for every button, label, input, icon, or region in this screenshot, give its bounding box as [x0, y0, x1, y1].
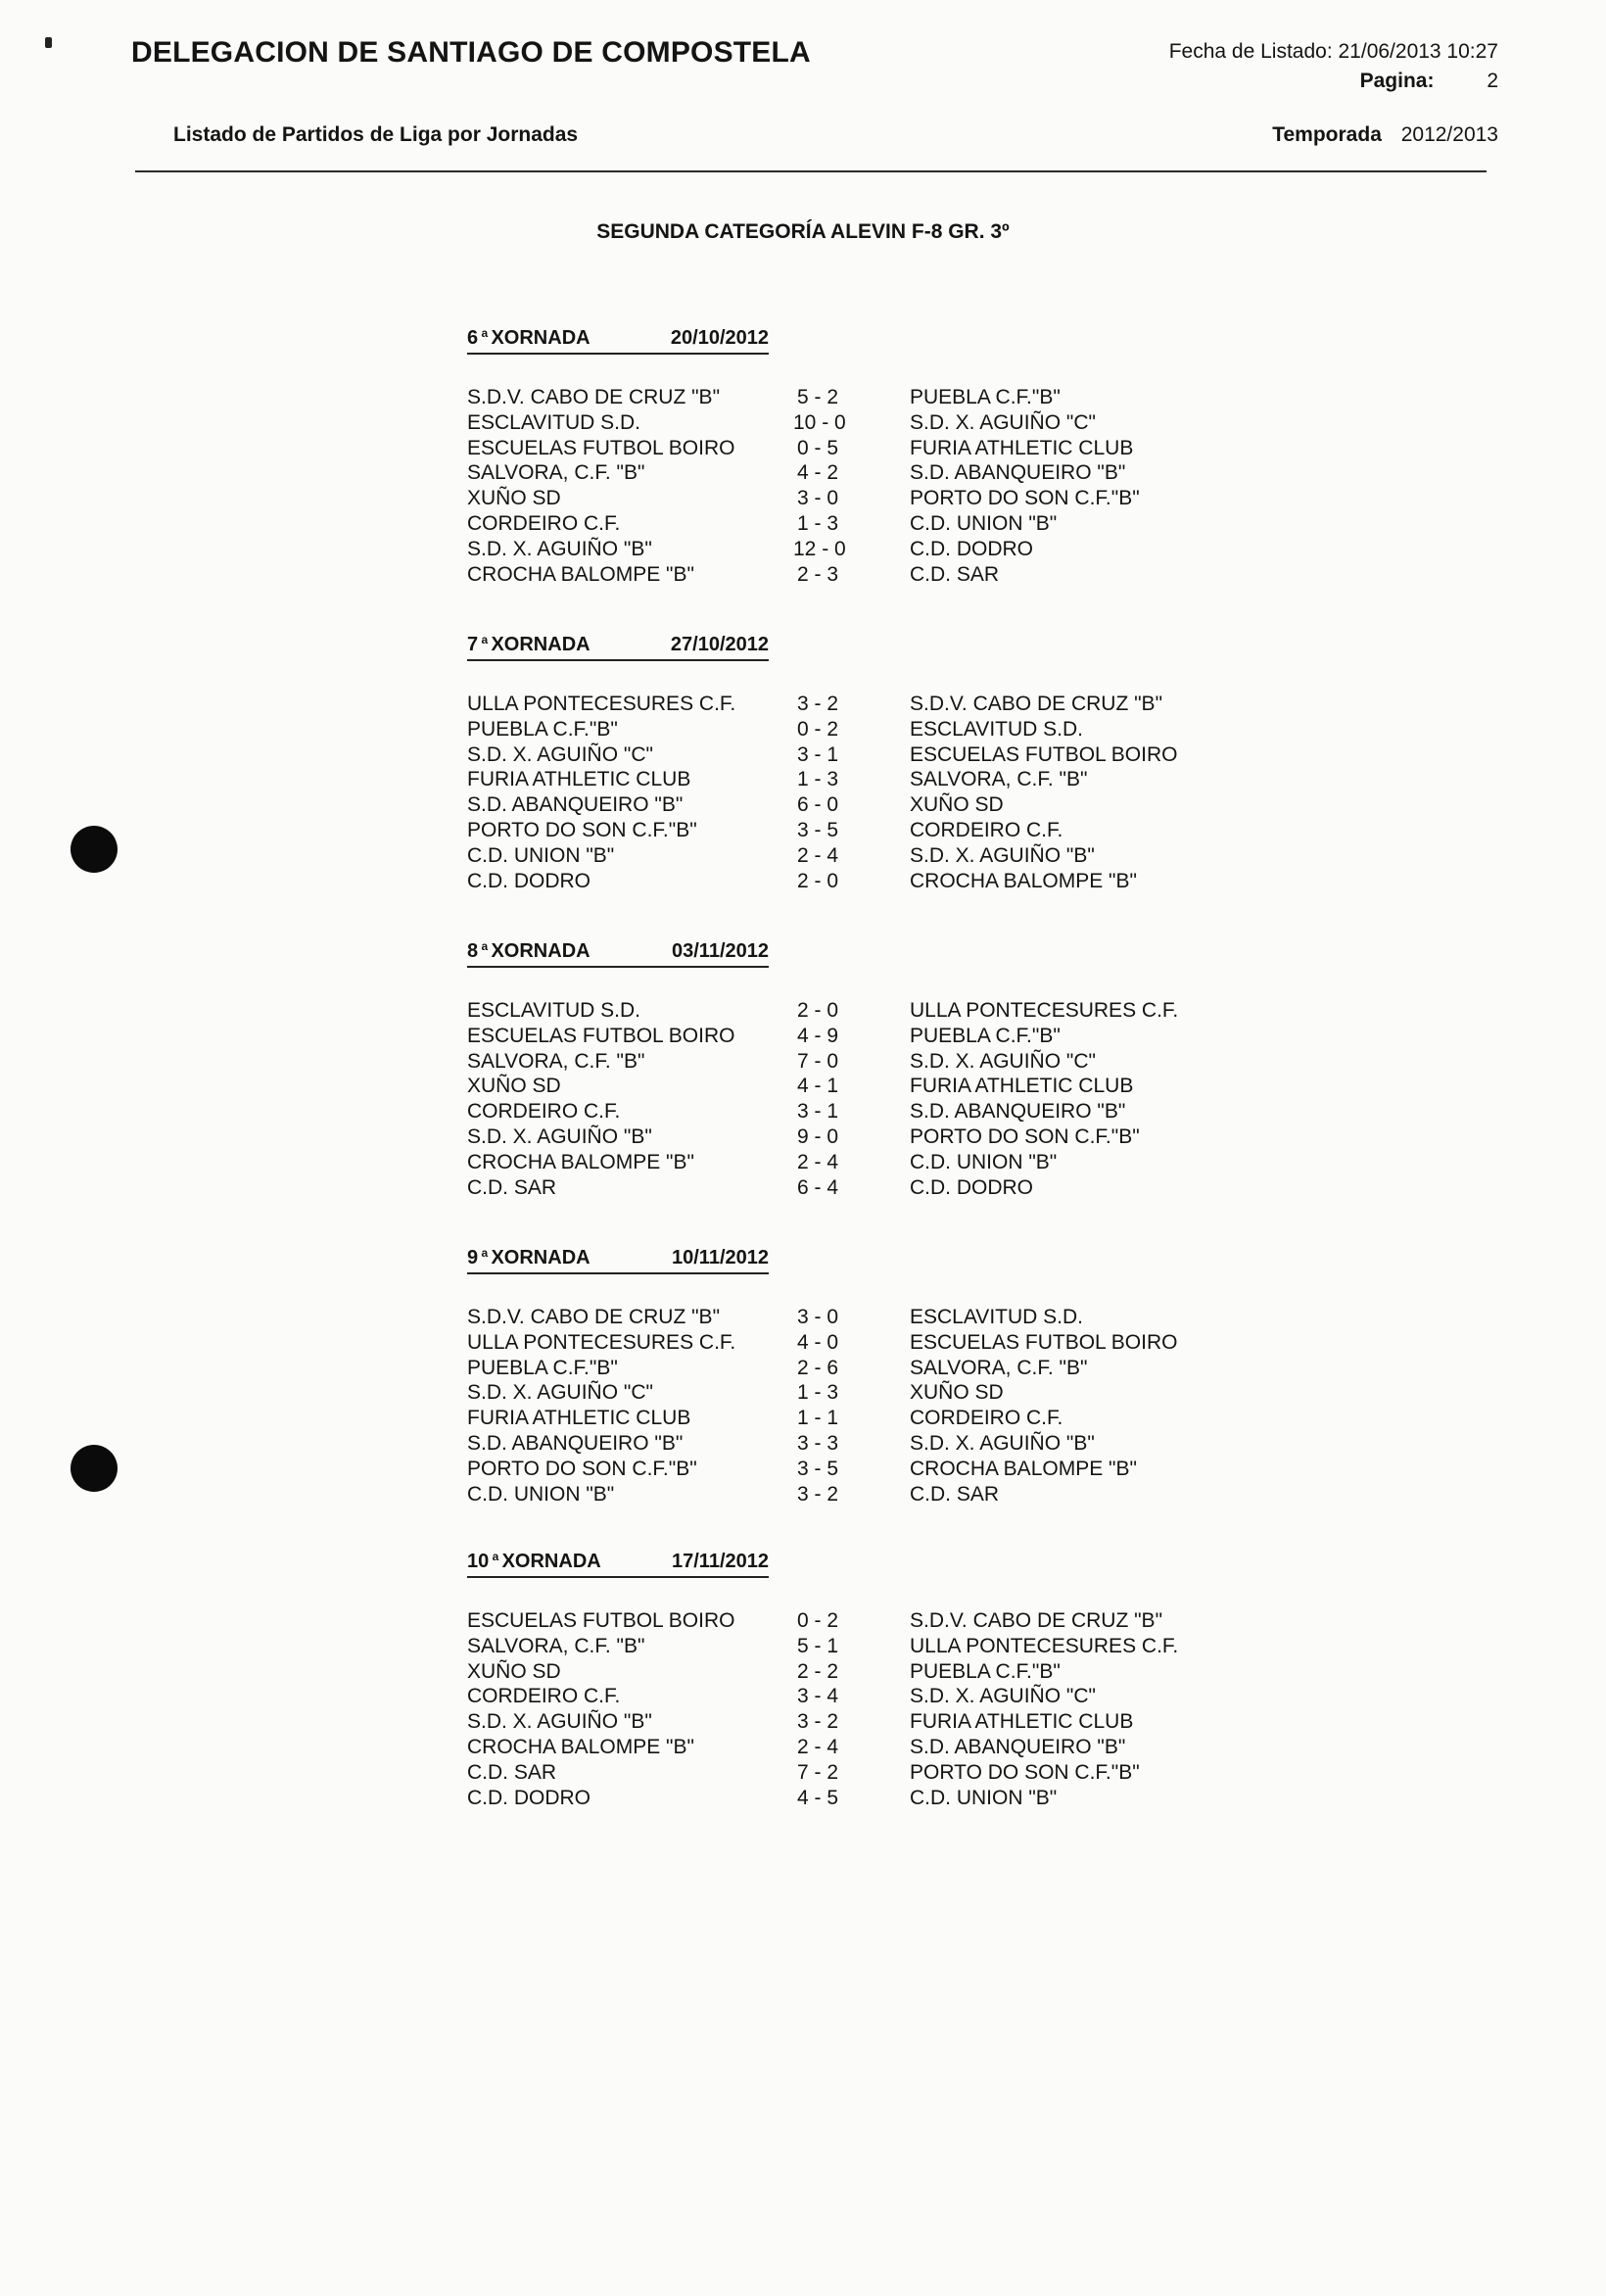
home-team: S.D. X. AGUIÑO "B"	[467, 1124, 652, 1148]
match-score: 1 - 3	[796, 511, 839, 535]
match-row	[467, 1483, 1231, 1508]
match-score: 4 - 0	[796, 1330, 839, 1354]
match-score: 3 - 4	[796, 1685, 839, 1708]
match-score: 3 - 2	[796, 693, 839, 715]
home-team: C.D. UNION "B"	[467, 1482, 615, 1506]
match-score: 2 - 4	[796, 1150, 839, 1173]
category-title: SEGUNDA CATEGORÍA ALEVIN F-8 GR. 3º	[596, 220, 1010, 243]
match-row	[467, 1685, 1231, 1710]
match-list	[467, 1609, 1231, 1811]
match-row	[467, 999, 1231, 1025]
match-score: 3 - 5	[796, 1457, 839, 1480]
home-team: XUÑO SD	[467, 1659, 561, 1683]
match-row	[467, 1125, 1231, 1151]
home-team: C.D. SAR	[467, 1760, 557, 1784]
home-team: S.D. X. AGUIÑO "B"	[467, 537, 652, 560]
match-row	[467, 768, 1231, 793]
match-score: 3 - 1	[796, 742, 839, 766]
match-row	[467, 1381, 1231, 1407]
page-label: Pagina:	[1359, 70, 1435, 92]
round-number: 6	[467, 327, 479, 349]
season	[1272, 123, 1498, 147]
match-row	[467, 1331, 1231, 1357]
away-team: S.D. X. AGUIÑO "B"	[910, 1431, 1095, 1455]
away-team: XUÑO SD	[910, 1381, 1004, 1405]
home-team: ULLA PONTECESURES C.F.	[467, 693, 736, 715]
match-row	[467, 1736, 1231, 1761]
away-team: C.D. UNION "B"	[910, 511, 1058, 535]
round-label: XORNADA	[501, 1551, 601, 1572]
away-team: S.D. X. AGUIÑO "B"	[910, 843, 1095, 867]
round-name: 8 $^a$ XORNADA	[467, 939, 590, 962]
match-row	[467, 1075, 1231, 1100]
match-row	[467, 1787, 1231, 1812]
home-team: ESCLAVITUD S.D.	[467, 410, 640, 434]
round-number: 9	[467, 1247, 479, 1268]
home-team: S.D. X. AGUIÑO "C"	[467, 1381, 653, 1405]
round-name: 9 $^a$ XORNADA	[467, 1246, 590, 1268]
punch-hole-icon	[71, 826, 118, 873]
match-score: 6 - 0	[796, 793, 839, 817]
home-team: XUÑO SD	[467, 1075, 561, 1098]
home-team: ESCLAVITUD S.D.	[467, 999, 640, 1022]
match-score: 2 - 4	[796, 843, 839, 867]
home-team: S.D. ABANQUEIRO "B"	[467, 793, 684, 817]
listing-date-value: 21/06/2013 10:27	[1338, 40, 1498, 63]
home-team: ULLA PONTECESURES C.F.	[467, 1330, 736, 1354]
home-team: S.D. X. AGUIÑO "B"	[467, 1710, 652, 1734]
home-team: SALVORA, C.F. "B"	[467, 1634, 645, 1657]
away-team: PUEBLA C.F."B"	[910, 1659, 1061, 1683]
round-label: XORNADA	[491, 327, 590, 349]
match-score: 4 - 1	[796, 1075, 839, 1098]
round-date: 03/11/2012	[672, 940, 769, 962]
match-row	[467, 1710, 1231, 1736]
match-row	[467, 1407, 1231, 1432]
match-score: 2 - 0	[796, 999, 839, 1022]
home-team: CORDEIRO C.F.	[467, 511, 621, 535]
match-score: 7 - 0	[796, 1049, 839, 1073]
home-team: ESCUELAS FUTBOL BOIRO	[467, 436, 735, 459]
round-name: 10 $^a$ XORNADA	[467, 1550, 601, 1572]
home-team: ESCUELAS FUTBOL BOIRO	[467, 1609, 735, 1632]
home-team: PUEBLA C.F."B"	[467, 717, 618, 741]
match-row	[467, 1050, 1231, 1076]
punch-hole-icon	[71, 1445, 118, 1492]
round-number: 10	[467, 1551, 490, 1572]
match-score: 3 - 2	[796, 1710, 839, 1734]
match-row	[467, 819, 1231, 844]
listing-subtitle: Listado de Partidos de Liga por Jornadas	[173, 123, 579, 146]
match-row	[467, 1761, 1231, 1787]
match-row	[467, 538, 1231, 563]
match-row	[467, 411, 1231, 437]
away-team: PORTO DO SON C.F."B"	[910, 1760, 1140, 1784]
match-score: 5 - 2	[796, 386, 839, 408]
away-team: ESCUELAS FUTBOL BOIRO	[910, 742, 1178, 766]
home-team: PORTO DO SON C.F."B"	[467, 1457, 697, 1480]
away-team: FURIA ATHLETIC CLUB	[910, 436, 1134, 459]
match-row	[467, 1100, 1231, 1125]
match-score: 0 - 5	[796, 436, 839, 459]
away-team: SALVORA, C.F. "B"	[910, 1356, 1088, 1379]
match-row	[467, 743, 1231, 769]
away-team: S.D. ABANQUEIRO "B"	[910, 1735, 1126, 1758]
match-score: 4 - 9	[796, 1024, 839, 1047]
round-section	[467, 1247, 1231, 1507]
round-section	[467, 634, 1231, 894]
match-score: 2 - 2	[796, 1659, 839, 1683]
away-team: CROCHA BALOMPE "B"	[910, 869, 1137, 892]
match-row	[467, 1609, 1231, 1635]
match-score: 7 - 2	[796, 1760, 839, 1784]
match-row	[467, 1635, 1231, 1660]
away-team: C.D. UNION "B"	[910, 1150, 1058, 1173]
away-team: C.D. SAR	[910, 1482, 1000, 1506]
round-heading	[467, 327, 769, 355]
away-team: S.D. X. AGUIÑO "C"	[910, 1049, 1096, 1073]
home-team: C.D. SAR	[467, 1175, 557, 1199]
away-team: S.D. ABANQUEIRO "B"	[910, 1100, 1126, 1124]
round-heading	[467, 1551, 769, 1578]
match-row	[467, 437, 1231, 462]
round-date: 10/11/2012	[672, 1247, 769, 1268]
match-score: 10 - 0	[793, 410, 846, 434]
home-team: CORDEIRO C.F.	[467, 1100, 621, 1124]
away-team: S.D.V. CABO DE CRUZ "B"	[910, 693, 1163, 715]
away-team: XUÑO SD	[910, 793, 1004, 817]
match-row	[467, 1660, 1231, 1686]
match-row	[467, 844, 1231, 870]
match-row	[467, 386, 1231, 411]
match-score: 9 - 0	[796, 1124, 839, 1148]
match-score: 4 - 2	[796, 461, 839, 485]
match-row	[467, 1176, 1231, 1202]
match-score: 1 - 3	[796, 1381, 839, 1405]
round-label: XORNADA	[491, 940, 590, 962]
round-label: XORNADA	[491, 634, 590, 655]
round-heading	[467, 940, 769, 968]
match-row	[467, 512, 1231, 538]
away-team: PUEBLA C.F."B"	[910, 386, 1061, 408]
home-team: C.D. UNION "B"	[467, 843, 615, 867]
match-row	[467, 1025, 1231, 1050]
match-row	[467, 1357, 1231, 1382]
away-team: S.D. X. AGUIÑO "C"	[910, 1685, 1096, 1708]
match-row	[467, 1306, 1231, 1331]
match-row	[467, 718, 1231, 743]
away-team: PORTO DO SON C.F."B"	[910, 487, 1140, 510]
match-row	[467, 1432, 1231, 1458]
home-team: CROCHA BALOMPE "B"	[467, 562, 694, 586]
away-team: FURIA ATHLETIC CLUB	[910, 1075, 1134, 1098]
season-label: Temporada	[1272, 123, 1382, 146]
match-list	[467, 693, 1231, 894]
round-number: 8	[467, 940, 479, 962]
away-team: SALVORA, C.F. "B"	[910, 768, 1088, 791]
home-team: SALVORA, C.F. "B"	[467, 1049, 645, 1073]
match-score: 4 - 5	[796, 1786, 839, 1809]
away-team: C.D. DODRO	[910, 537, 1033, 560]
home-team: C.D. DODRO	[467, 1786, 590, 1809]
away-team: ULLA PONTECESURES C.F.	[910, 1634, 1179, 1657]
match-score: 1 - 3	[796, 768, 839, 791]
away-team: ULLA PONTECESURES C.F.	[910, 999, 1179, 1022]
page-number: 2	[1487, 70, 1498, 92]
match-score: 3 - 5	[796, 818, 839, 841]
round-section	[467, 940, 1231, 1201]
match-score: 3 - 3	[796, 1431, 839, 1455]
home-team: XUÑO SD	[467, 487, 561, 510]
home-team: SALVORA, C.F. "B"	[467, 461, 645, 485]
away-team: CORDEIRO C.F.	[910, 818, 1063, 841]
home-team: PUEBLA C.F."B"	[467, 1356, 618, 1379]
home-team: CROCHA BALOMPE "B"	[467, 1735, 694, 1758]
match-score: 6 - 4	[796, 1175, 839, 1199]
match-score: 0 - 2	[796, 717, 839, 741]
away-team: FURIA ATHLETIC CLUB	[910, 1710, 1134, 1734]
match-row	[467, 461, 1231, 487]
home-team: CROCHA BALOMPE "B"	[467, 1150, 694, 1173]
match-list	[467, 999, 1231, 1201]
match-score: 3 - 2	[796, 1482, 839, 1506]
round-heading	[467, 634, 769, 661]
match-score: 3 - 0	[796, 1306, 839, 1328]
away-team: S.D. X. AGUIÑO "C"	[910, 410, 1096, 434]
match-row	[467, 1458, 1231, 1483]
match-row	[467, 693, 1231, 718]
season-value: 2012/2013	[1400, 123, 1498, 146]
away-team: ESCLAVITUD S.D.	[910, 1306, 1083, 1328]
round-date: 27/10/2012	[670, 634, 769, 655]
match-list	[467, 386, 1231, 588]
away-team: ESCUELAS FUTBOL BOIRO	[910, 1330, 1178, 1354]
match-score: 2 - 4	[796, 1735, 839, 1758]
round-date: 20/10/2012	[670, 327, 769, 349]
round-name: 6 $^a$ XORNADA	[467, 326, 590, 349]
round-label: XORNADA	[491, 1247, 590, 1268]
scan-mark	[45, 37, 52, 48]
away-team: C.D. SAR	[910, 562, 1000, 586]
match-score: 3 - 1	[796, 1100, 839, 1124]
away-team: C.D. UNION "B"	[910, 1786, 1058, 1809]
match-row	[467, 1151, 1231, 1176]
away-team: ESCLAVITUD S.D.	[910, 717, 1083, 741]
away-team: CROCHA BALOMPE "B"	[910, 1457, 1137, 1480]
away-team: CORDEIRO C.F.	[910, 1407, 1063, 1430]
round-date: 17/11/2012	[672, 1551, 769, 1572]
header-title: DELEGACION DE SANTIAGO DE COMPOSTELA	[131, 36, 811, 69]
home-team: PORTO DO SON C.F."B"	[467, 818, 697, 841]
match-score: 5 - 1	[796, 1634, 839, 1657]
match-score: 2 - 6	[796, 1356, 839, 1379]
home-team: S.D. X. AGUIÑO "C"	[467, 742, 653, 766]
match-row	[467, 793, 1231, 819]
home-team: S.D.V. CABO DE CRUZ "B"	[467, 1306, 721, 1328]
away-team: S.D.V. CABO DE CRUZ "B"	[910, 1609, 1163, 1632]
home-team: ESCUELAS FUTBOL BOIRO	[467, 1024, 735, 1047]
listing-date	[1169, 40, 1498, 64]
away-team: PORTO DO SON C.F."B"	[910, 1124, 1140, 1148]
home-team: CORDEIRO C.F.	[467, 1685, 621, 1708]
listing-date-label: Fecha de Listado:	[1168, 40, 1333, 63]
match-score: 12 - 0	[793, 537, 846, 560]
home-team: S.D. ABANQUEIRO "B"	[467, 1431, 684, 1455]
header-divider	[135, 170, 1487, 172]
home-team: C.D. DODRO	[467, 869, 590, 892]
home-team: FURIA ATHLETIC CLUB	[467, 1407, 691, 1430]
match-score: 2 - 3	[796, 562, 839, 586]
away-team: S.D. ABANQUEIRO "B"	[910, 461, 1126, 485]
match-score: 1 - 1	[796, 1407, 839, 1430]
round-number: 7	[467, 634, 479, 655]
round-section	[467, 327, 1231, 588]
match-row	[467, 487, 1231, 512]
away-team: PUEBLA C.F."B"	[910, 1024, 1061, 1047]
match-score: 2 - 0	[796, 869, 839, 892]
match-list	[467, 1306, 1231, 1507]
match-row	[467, 563, 1231, 589]
round-heading	[467, 1247, 769, 1274]
match-score: 3 - 0	[796, 487, 839, 510]
round-section	[467, 1551, 1231, 1811]
page-indicator	[1360, 70, 1498, 93]
away-team: C.D. DODRO	[910, 1175, 1033, 1199]
home-team: FURIA ATHLETIC CLUB	[467, 768, 691, 791]
match-score: 0 - 2	[796, 1609, 839, 1632]
round-name: 7 $^a$ XORNADA	[467, 633, 590, 655]
match-row	[467, 870, 1231, 895]
home-team: S.D.V. CABO DE CRUZ "B"	[467, 386, 721, 408]
